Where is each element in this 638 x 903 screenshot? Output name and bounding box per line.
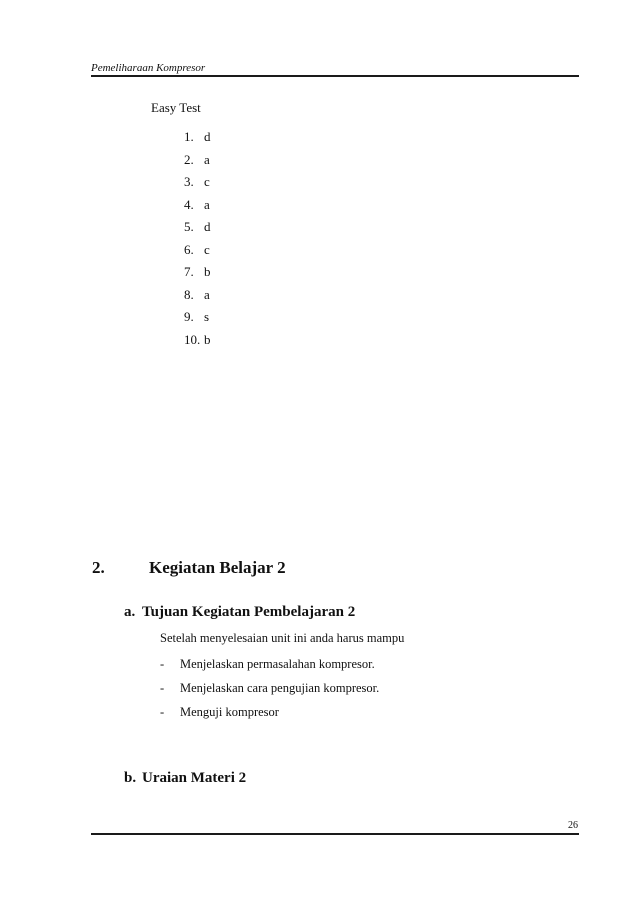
answer-value: a: [204, 196, 210, 212]
bullet-dash: -: [160, 657, 165, 671]
objective-list: [160, 652, 379, 724]
subsection-b-label: b.: [124, 770, 137, 786]
answer-number: 3.: [184, 174, 194, 189]
answer-item: [184, 171, 211, 194]
answer-number: 6.: [184, 241, 194, 257]
footer-rule: [91, 833, 579, 835]
answer-item: [184, 306, 211, 329]
list-item: [160, 676, 379, 700]
answer-item: [184, 239, 211, 262]
answer-item: [184, 149, 211, 172]
section-number: 2.: [92, 558, 105, 577]
answer-number: 2.: [184, 151, 194, 167]
answer-item: [184, 216, 211, 239]
answer-number: 5.: [184, 219, 194, 234]
easy-test-heading: Easy Test: [151, 100, 201, 115]
answer-value: b: [204, 264, 211, 279]
subsection-a-intro: Setelah menyelesaian unit ini anda harus mampu: [160, 631, 405, 645]
answer-value: a: [204, 286, 210, 302]
header-rule: [91, 75, 579, 77]
list-item-text: Menjelaskan permasalahan kompresor.: [180, 657, 375, 671]
list-item-text: Menguji kompresor: [180, 705, 279, 719]
bullet-dash: -: [160, 705, 165, 719]
subsection-a-label: a.: [124, 604, 136, 620]
list-item-text: Menjelaskan cara pengujian kompresor.: [180, 681, 380, 695]
list-item: [160, 652, 379, 676]
answer-item: [184, 194, 211, 217]
answer-item: [184, 284, 211, 307]
answer-item: [184, 261, 211, 284]
subsection-b-heading: [124, 770, 246, 787]
subsection-a-title: Tujuan Kegiatan Pembelajaran 2: [142, 604, 356, 620]
answer-number: 7.: [184, 264, 194, 279]
answer-item: [184, 126, 211, 149]
answer-number: 9.: [184, 309, 194, 324]
page-number: 26: [568, 820, 578, 831]
answer-value: c: [204, 241, 210, 257]
bullet-dash: -: [160, 681, 165, 695]
subsection-a-heading: [124, 604, 355, 621]
answer-number: 4.: [184, 196, 194, 212]
answer-value: a: [204, 151, 210, 167]
answer-value: b: [204, 331, 211, 347]
answer-list: [184, 126, 211, 351]
answer-value: s: [204, 309, 210, 324]
list-item: [160, 700, 379, 724]
answer-value: d: [204, 219, 211, 234]
answer-number: 1.: [184, 129, 194, 144]
section-title: Kegiatan Belajar 2: [149, 558, 286, 577]
header-title: Pemeliharaan Kompresor: [91, 62, 206, 74]
answer-number: 8.: [184, 286, 194, 302]
answer-value: d: [204, 129, 211, 144]
answer-item: [184, 329, 211, 352]
answer-value: c: [204, 174, 210, 189]
answer-number: 10.: [184, 331, 201, 347]
subsection-b-title: Uraian Materi 2: [142, 770, 247, 786]
